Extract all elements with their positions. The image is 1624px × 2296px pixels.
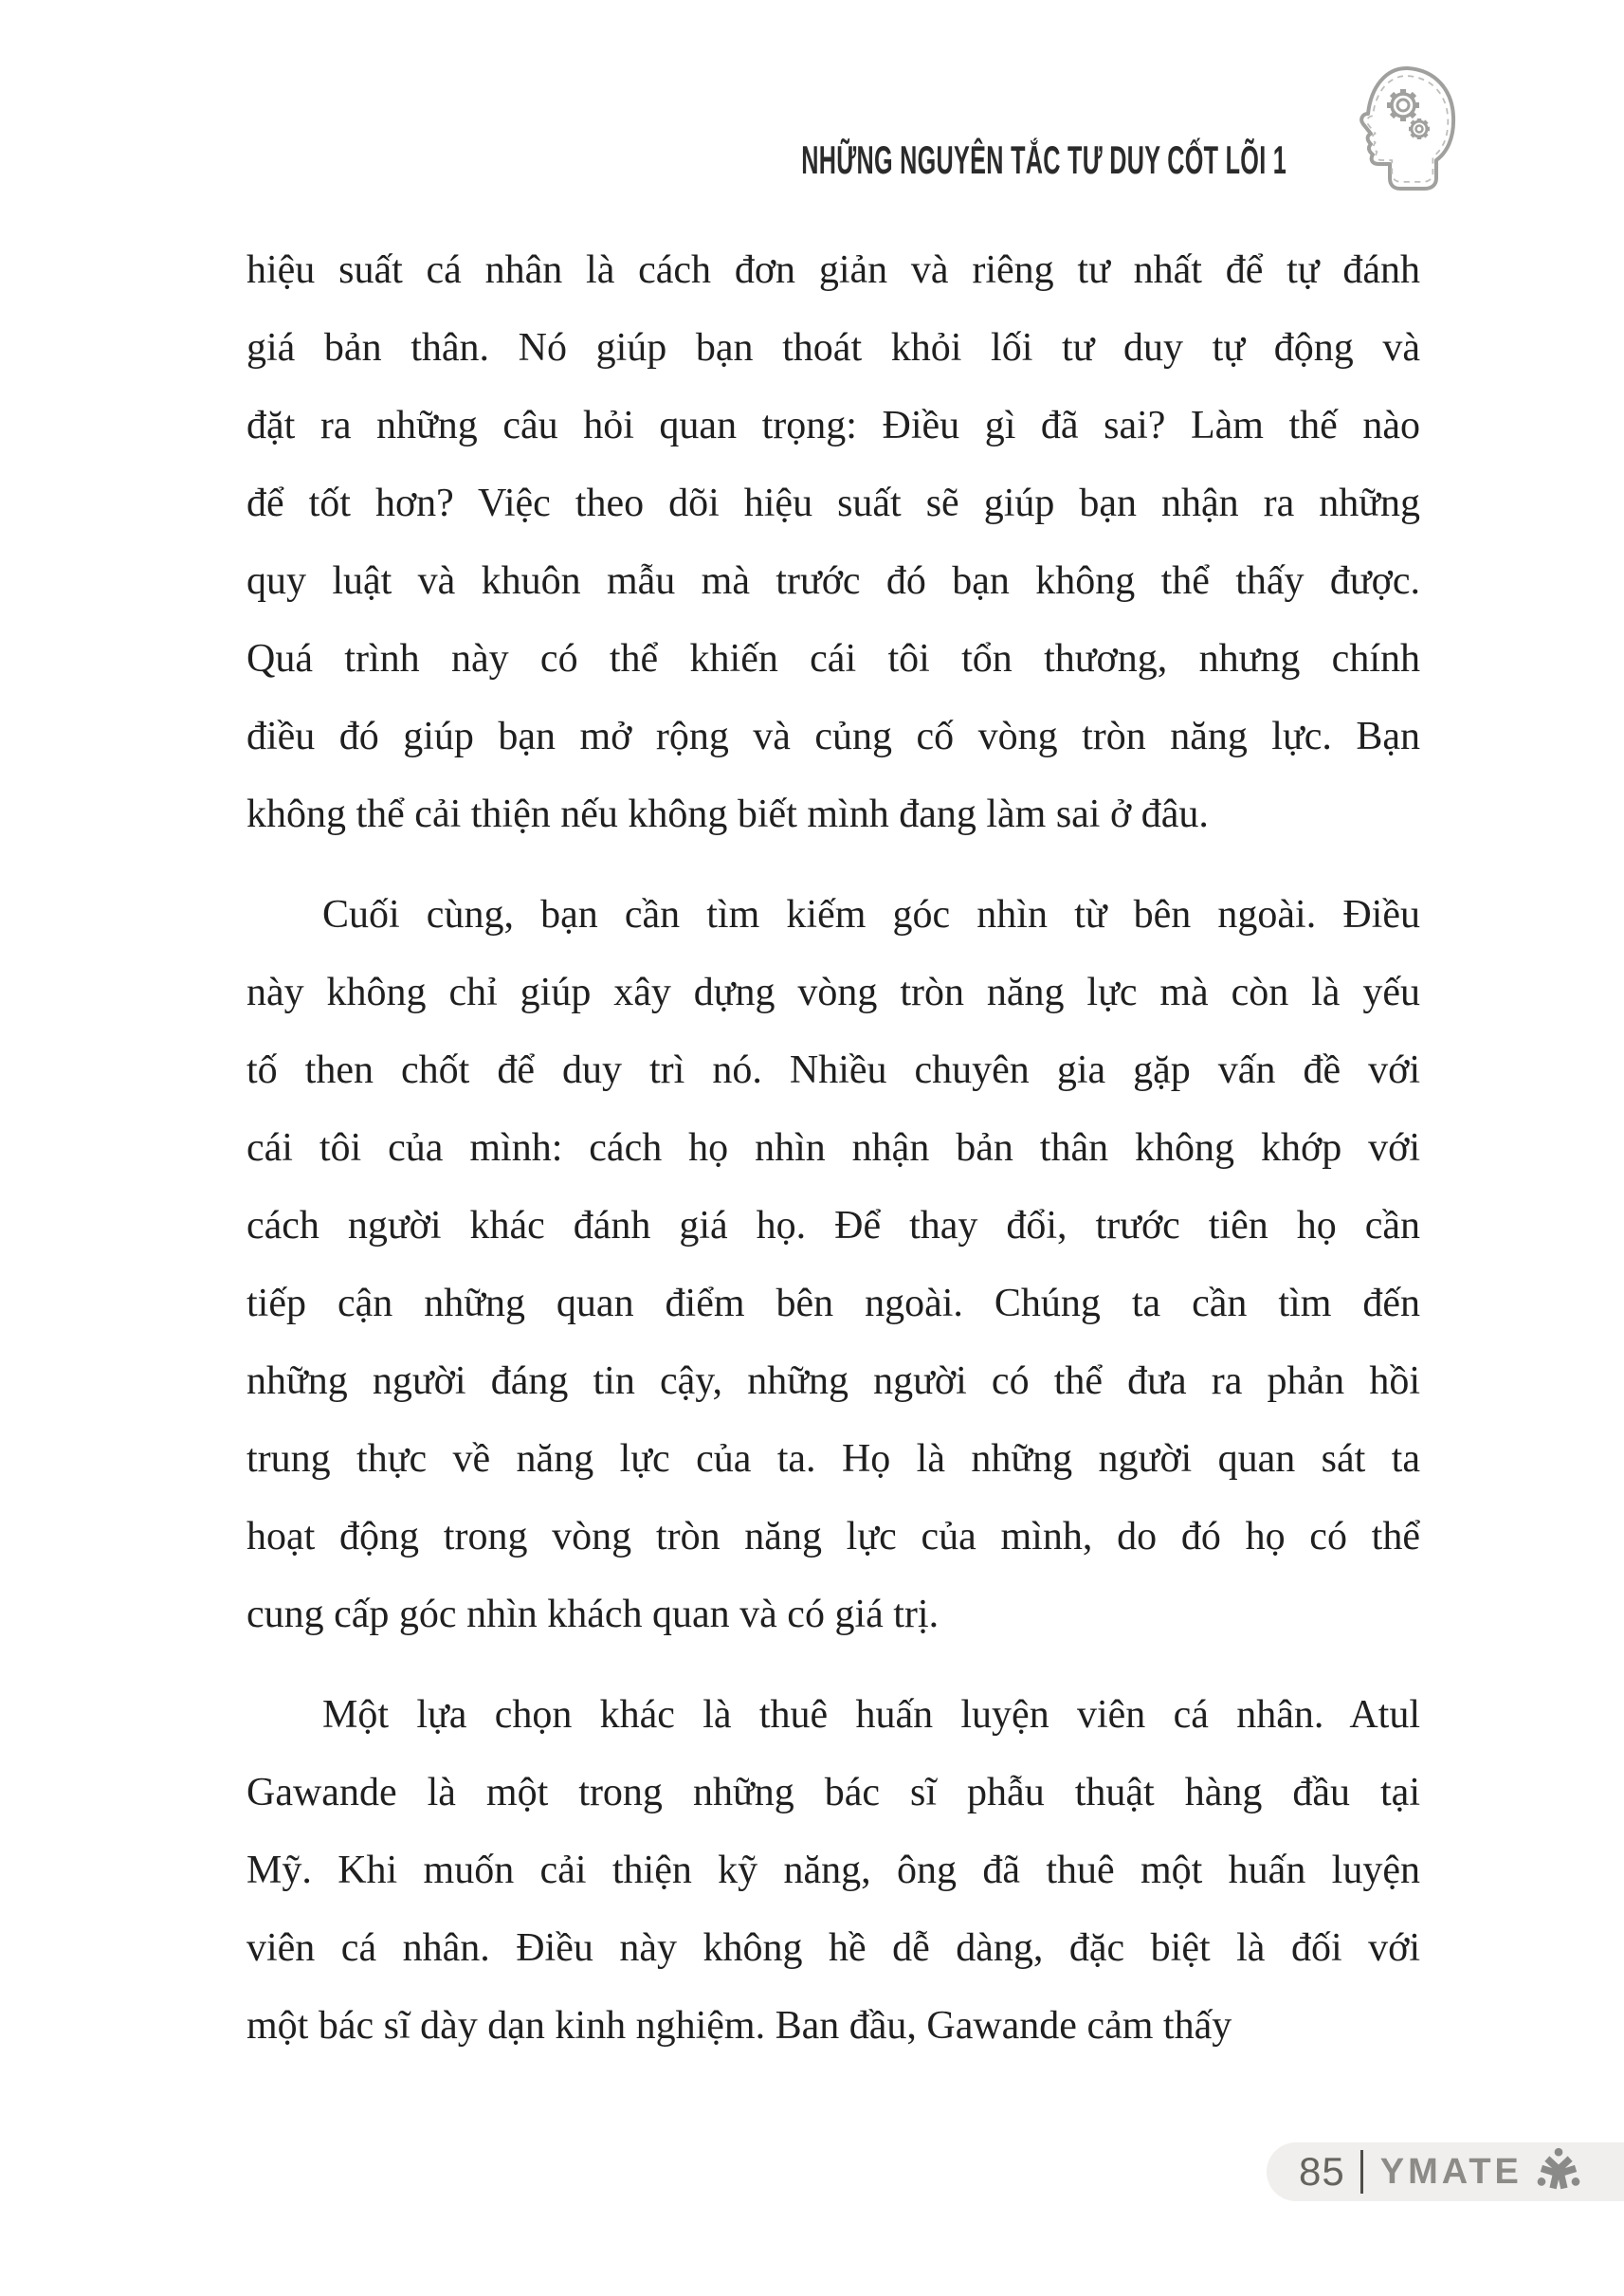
- body-text: [246, 231, 1420, 2065]
- text-line: cái tôi của mình: cách họ nhìn nhận bản thân không khớp với: [246, 1126, 1420, 1170]
- text-line: Gawande là một trong những bác sĩ phẫu thuật hàng đầu tại: [246, 1771, 1420, 1814]
- footer-page-badge: [1267, 2142, 1624, 2201]
- text-line: quy luật và khuôn mẫu mà trước đó bạn không thể thấy được.: [246, 559, 1420, 603]
- text-line: hiệu suất cá nhân là cách đơn giản và riêng tư nhất để tự đánh: [246, 248, 1420, 292]
- text-line: điều đó giúp bạn mở rộng và củng cố vòng tròn năng lực. Bạn: [246, 715, 1420, 758]
- text-line: Cuối cùng, bạn cần tìm kiếm góc nhìn từ bên ngoài. Điều: [322, 893, 1420, 937]
- footer-divider: [1360, 2150, 1363, 2194]
- gear-small-icon: [1409, 118, 1430, 139]
- head-with-gears-icon: [1356, 64, 1456, 205]
- text-line: viên cá nhân. Điều này không hề dễ dàng, đặc biệt là đối với: [246, 1926, 1420, 1970]
- ymate-logo-icon: [1534, 2147, 1583, 2196]
- text-line: để tốt hơn? Việc theo dõi hiệu suất sẽ giúp bạn nhận ra những: [246, 482, 1420, 525]
- text-line: những người đáng tin cậy, những người có thể đưa ra phản hồi: [246, 1359, 1420, 1403]
- paragraph: [246, 876, 1420, 1653]
- text-line: Một lựa chọn khác là thuê huấn luyện viên cá nhân. Atul: [322, 1693, 1420, 1737]
- text-line: không thể cải thiện nếu không biết mình đang làm sai ở đâu.: [246, 793, 1209, 836]
- text-line: một bác sĩ dày dạn kinh nghiệm. Ban đầu, Gawande cảm thấy: [246, 2004, 1232, 2048]
- running-head-title: NHỮNG NGUYÊN TẮC TƯ DUY CỐT LÕI 1: [801, 137, 1286, 182]
- text-line: Mỹ. Khi muốn cải thiện kỹ năng, ông đã thuê một huấn luyện: [246, 1849, 1420, 1892]
- text-line: cách người khác đánh giá họ. Để thay đổi, trước tiên họ cần: [246, 1204, 1420, 1248]
- text-line: này không chỉ giúp xây dựng vòng tròn năng lực mà còn là yếu: [246, 971, 1420, 1014]
- text-line: giá bản thân. Nó giúp bạn thoát khỏi lối tư duy tự động và: [246, 326, 1420, 370]
- text-line: Quá trình này có thể khiến cái tôi tổn thương, nhưng chính: [246, 637, 1420, 681]
- page-number: 85: [1299, 2149, 1345, 2194]
- text-line: tiếp cận những quan điểm bên ngoài. Chúng ta cần tìm đến: [246, 1282, 1420, 1325]
- text-line: hoạt động trong vòng tròn năng lực của mình, do đó họ có thể: [246, 1515, 1420, 1558]
- text-line: tố then chốt để duy trì nó. Nhiều chuyên gia gặp vấn đề với: [246, 1048, 1420, 1092]
- publisher-brand: YMATE: [1379, 2151, 1523, 2192]
- paragraph: [246, 1676, 1420, 2065]
- gear-large-icon: [1387, 89, 1419, 121]
- text-line: đặt ra những câu hỏi quan trọng: Điều gì đã sai? Làm thế nào: [246, 404, 1420, 447]
- text-line: cung cấp góc nhìn khách quan và có giá trị.: [246, 1593, 940, 1636]
- text-line: trung thực về năng lực của ta. Họ là những người quan sát ta: [246, 1437, 1420, 1481]
- paragraph: [246, 231, 1420, 853]
